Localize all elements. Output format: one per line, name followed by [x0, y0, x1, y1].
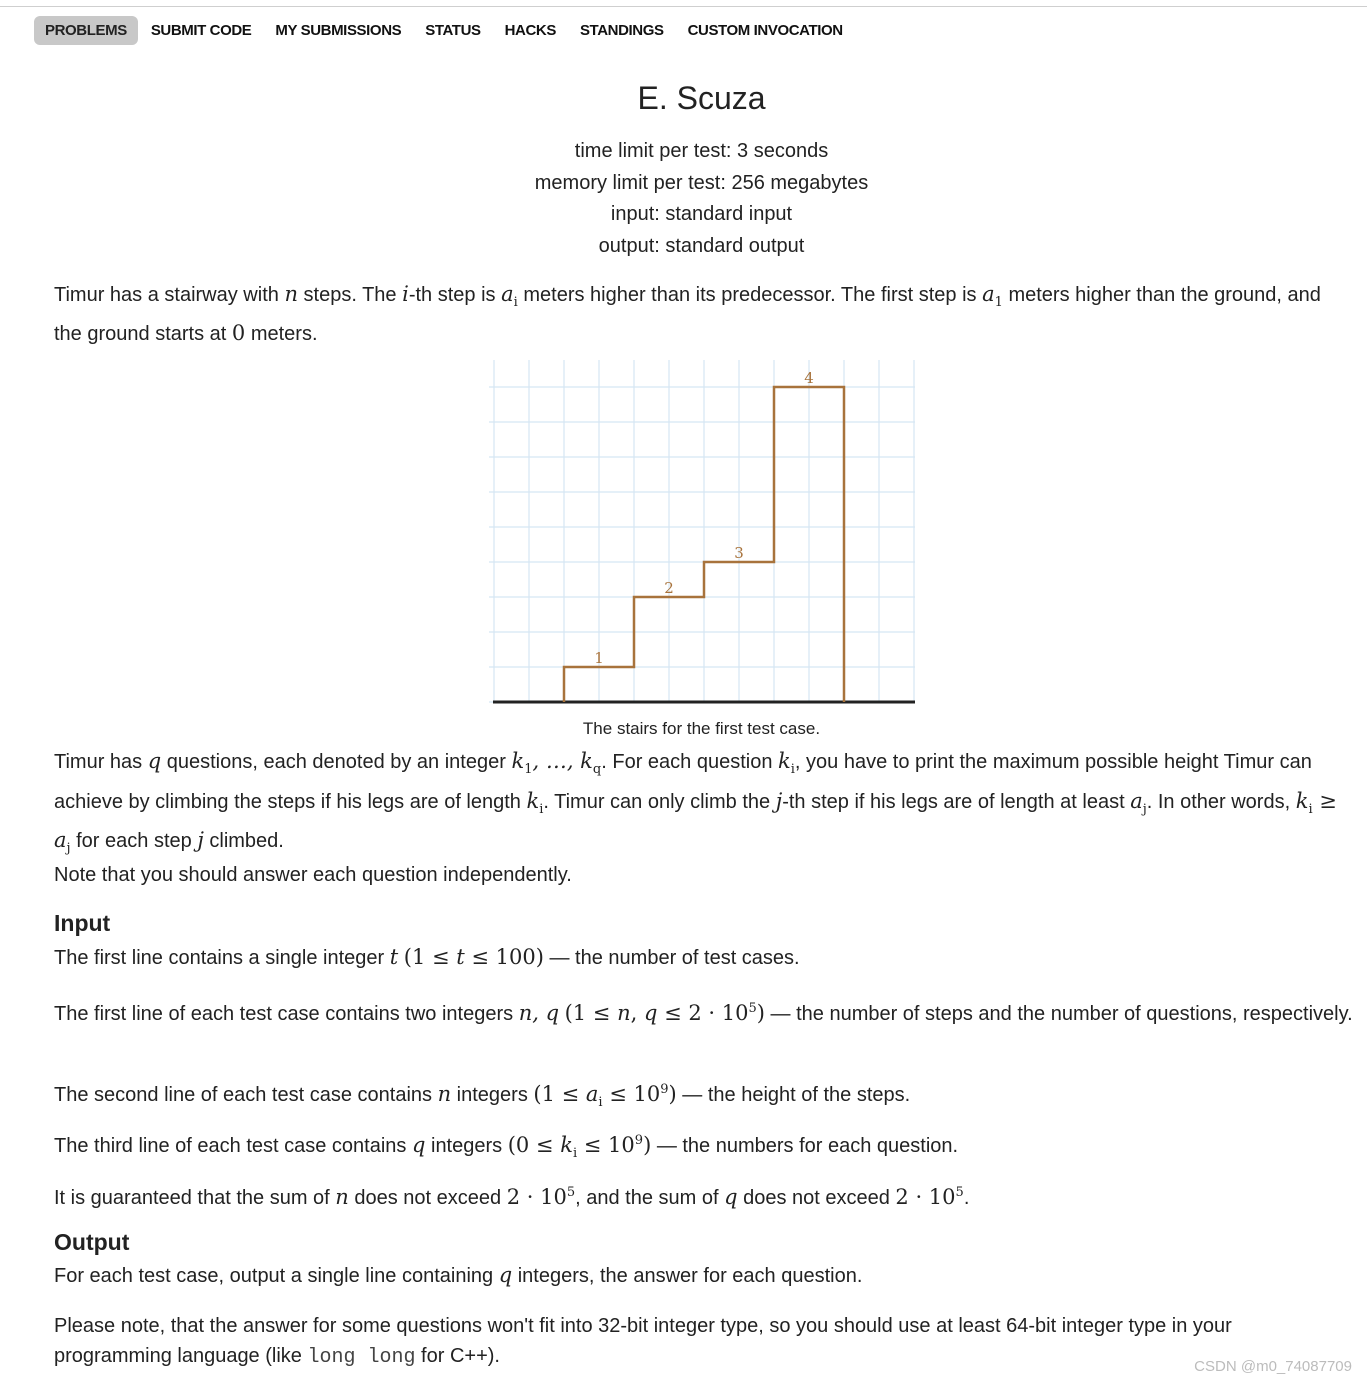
tab-standings[interactable]: STANDINGS [579, 21, 664, 39]
problem-nav [34, 15, 856, 45]
step-label-1: 1 [594, 649, 604, 667]
input-line-4: The third line of each test case contains q integers $(0 \le k_i \le 10^9)$ — the numbers for each question. [54, 1133, 959, 1162]
tab-my-submissions[interactable]: MY SUBMISSIONS [275, 21, 402, 39]
watermark: CSDN @m0_74087709 [1194, 1358, 1352, 1375]
input-source: input: standard input [610, 203, 793, 226]
tab-custom-invocation[interactable]: CUSTOM INVOCATION [687, 21, 843, 39]
output-target: output: standard output [598, 235, 805, 258]
output-header: Output [54, 1229, 130, 1255]
tab-problems[interactable]: PROBLEMS [34, 16, 138, 45]
output-line-1: For each test case, output a single line containing q integers, the answer for each question. [54, 1263, 863, 1287]
statement-paragraph-2: Timur has q questions, each denoted by an integer $k_1$, …, $k_q$. For each question $k_i$, you have to print the maximum possible height Timur can achieve by climbing the steps if his legs are of length $k_i$. Timur can only climb the j-th step if his legs are of length at least $a_j$. In other words, $k_i \ge a_j$ for each step j climbed. [54, 749, 1337, 857]
output-line-2: Please note, that the answer for some questions won't fit into 32-bit integer type, so you should use at least 64-bit integer type in your programming language (like long long for C++). [54, 1315, 1232, 1369]
stairs-figure [489, 358, 919, 714]
input-line-1: The first line contains a single integer t (1 ≤ t ≤ 100) — the number of test cases. [54, 945, 800, 969]
input-line-2: The first line of each test case contains two integers n, q (1 ≤ n, $q \le 2 \cdot 10^5$) — the number of steps and the number of questions, respectively. [54, 1001, 1353, 1025]
step-label-2: 2 [664, 579, 674, 597]
tab-submit-code[interactable]: SUBMIT CODE [150, 21, 252, 39]
input-line-5: It is guaranteed that the sum of n does not exceed $2 \cdot 10^5$, and the sum of q does not exceed $2 \cdot 10^5$. [54, 1185, 970, 1209]
problem-limits [0, 136, 1367, 263]
input-line-3: The second line of each test case contains n integers $(1 \le a_i \le 10^9)$ — the height of the steps. [54, 1082, 911, 1111]
code-snippet: long long [307, 1346, 416, 1369]
statement-paragraph-3: Note that you should answer each question independently. [54, 864, 572, 886]
top-divider [0, 6, 1367, 7]
input-header: Input [54, 910, 111, 936]
time-limit: time limit per test: 3 seconds [574, 140, 829, 162]
step-label-3: 3 [734, 544, 744, 562]
tab-status[interactable]: STATUS [425, 21, 481, 39]
figure-grid [489, 358, 915, 702]
tab-hacks[interactable]: HACKS [504, 21, 556, 39]
figure-caption: The stairs for the first test case. [582, 719, 821, 738]
step-label-4: 4 [804, 369, 814, 387]
memory-limit: memory limit per test: 256 megabytes [534, 171, 869, 194]
statement-paragraph-1: Timur has a stairway with n steps. The i-th step is $a_i$ meters higher than its predecessor. The first step is $a_1$ meters higher than the ground, and the ground starts at 0 meters. [54, 282, 1321, 346]
problem-title: E. Scuza [637, 80, 766, 116]
